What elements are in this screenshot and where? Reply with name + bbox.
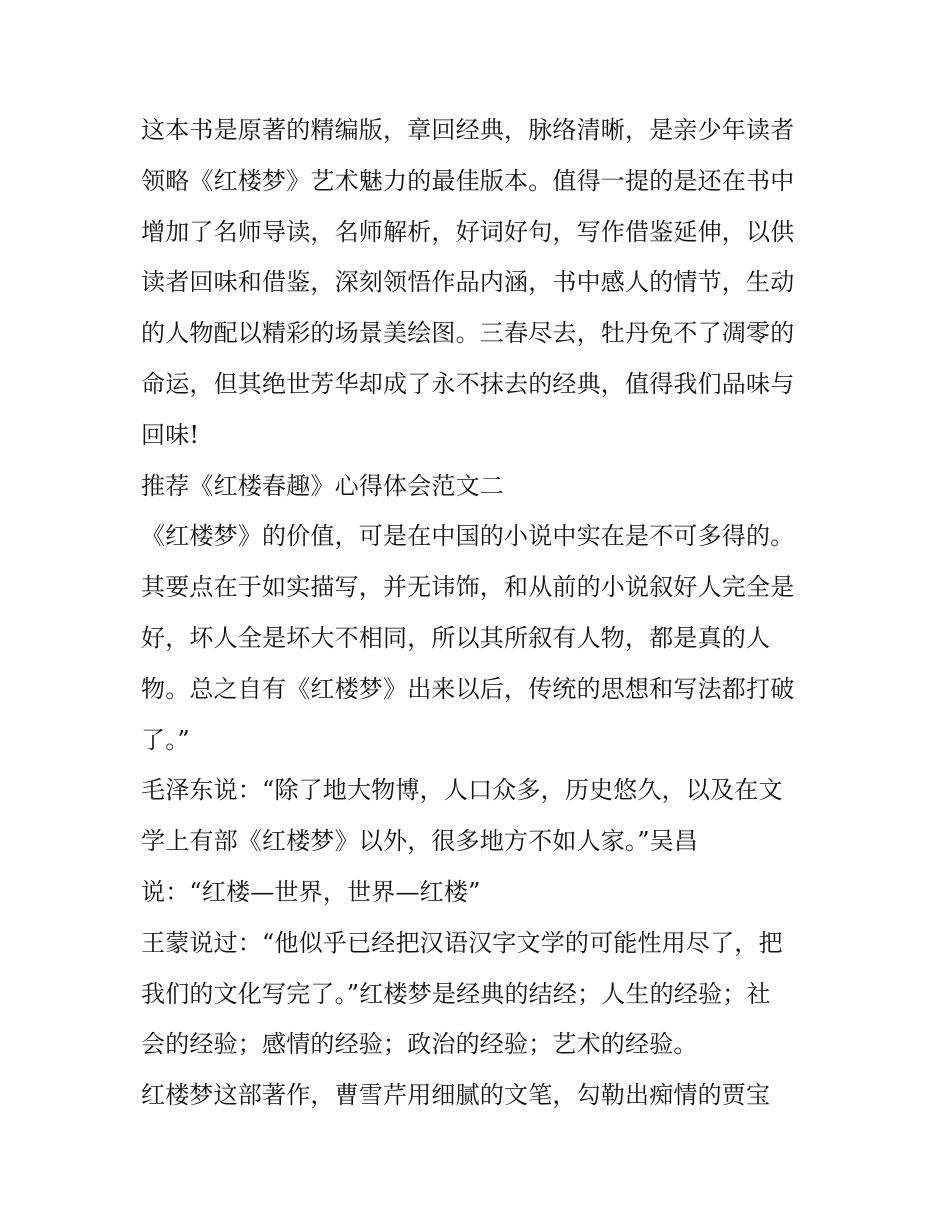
text-line-10: 其要点在于如实描写，并无讳饰，和从前的小说叙好人完全是: [141, 573, 795, 602]
text-line-2: 领略《红楼梦》艺术魅力的最佳版本。值得一提的是还在书中: [141, 166, 795, 195]
text-line-11: 好，坏人全是坏大不相同，所以其所叙有人物，都是真的人: [141, 623, 771, 652]
text-line-4: 读者回味和借鉴，深刻领悟作品内涵，书中感人的情节，生动: [141, 268, 795, 297]
text-line-19: 会的经验；感情的经验；政治的经验；艺术的经验。: [141, 1030, 698, 1059]
text-line-7: 回味!: [141, 420, 200, 449]
text-line-16: 说：“红楼—世界，世界—红楼”: [141, 877, 481, 906]
text-line-17: 王蒙说过：“他似乎已经把汉语汉字文学的可能性用尽了，把: [141, 928, 783, 957]
text-line-1: 这本书是原著的精编版，章回经典，脉络清晰，是亲少年读者: [141, 116, 795, 144]
text-line-3: 增加了名师导读，名师解析，好词好句，写作借鉴延伸，以供: [141, 217, 795, 246]
text-line-12: 物。总之自有《红楼梦》出来以后，传统的思想和写法都打破: [141, 674, 795, 703]
text-line-13: 了。”: [141, 725, 190, 754]
text-line-9: 《红楼梦》的价值，可是在中国的小说中实在是不可多得的。: [141, 522, 795, 551]
document-body: [141, 105, 821, 1121]
text-line-18: 我们的文化写完了。”红楼梦是经典的结经；人生的经验；社: [141, 979, 771, 1008]
text-line-20: 红楼梦这部著作，曹雪芹用细腻的文笔，勾勒出痴情的贾宝: [141, 1081, 771, 1110]
text-line-6: 命运，但其绝世芳华却成了永不抹去的经典，值得我们品味与: [141, 369, 795, 398]
text-line-5: 的人物配以精彩的场景美绘图。三春尽去，牡丹免不了凋零的: [141, 319, 795, 348]
text-line-14: 毛泽东说：“除了地大物博，人口众多，历史悠久，以及在文: [141, 776, 783, 805]
section-heading: 推荐《红楼春趣》心得体会范文二: [141, 471, 504, 500]
text-line-15: 学上有部《红楼梦》以外，很多地方不如人家。”吴昌: [141, 827, 699, 856]
